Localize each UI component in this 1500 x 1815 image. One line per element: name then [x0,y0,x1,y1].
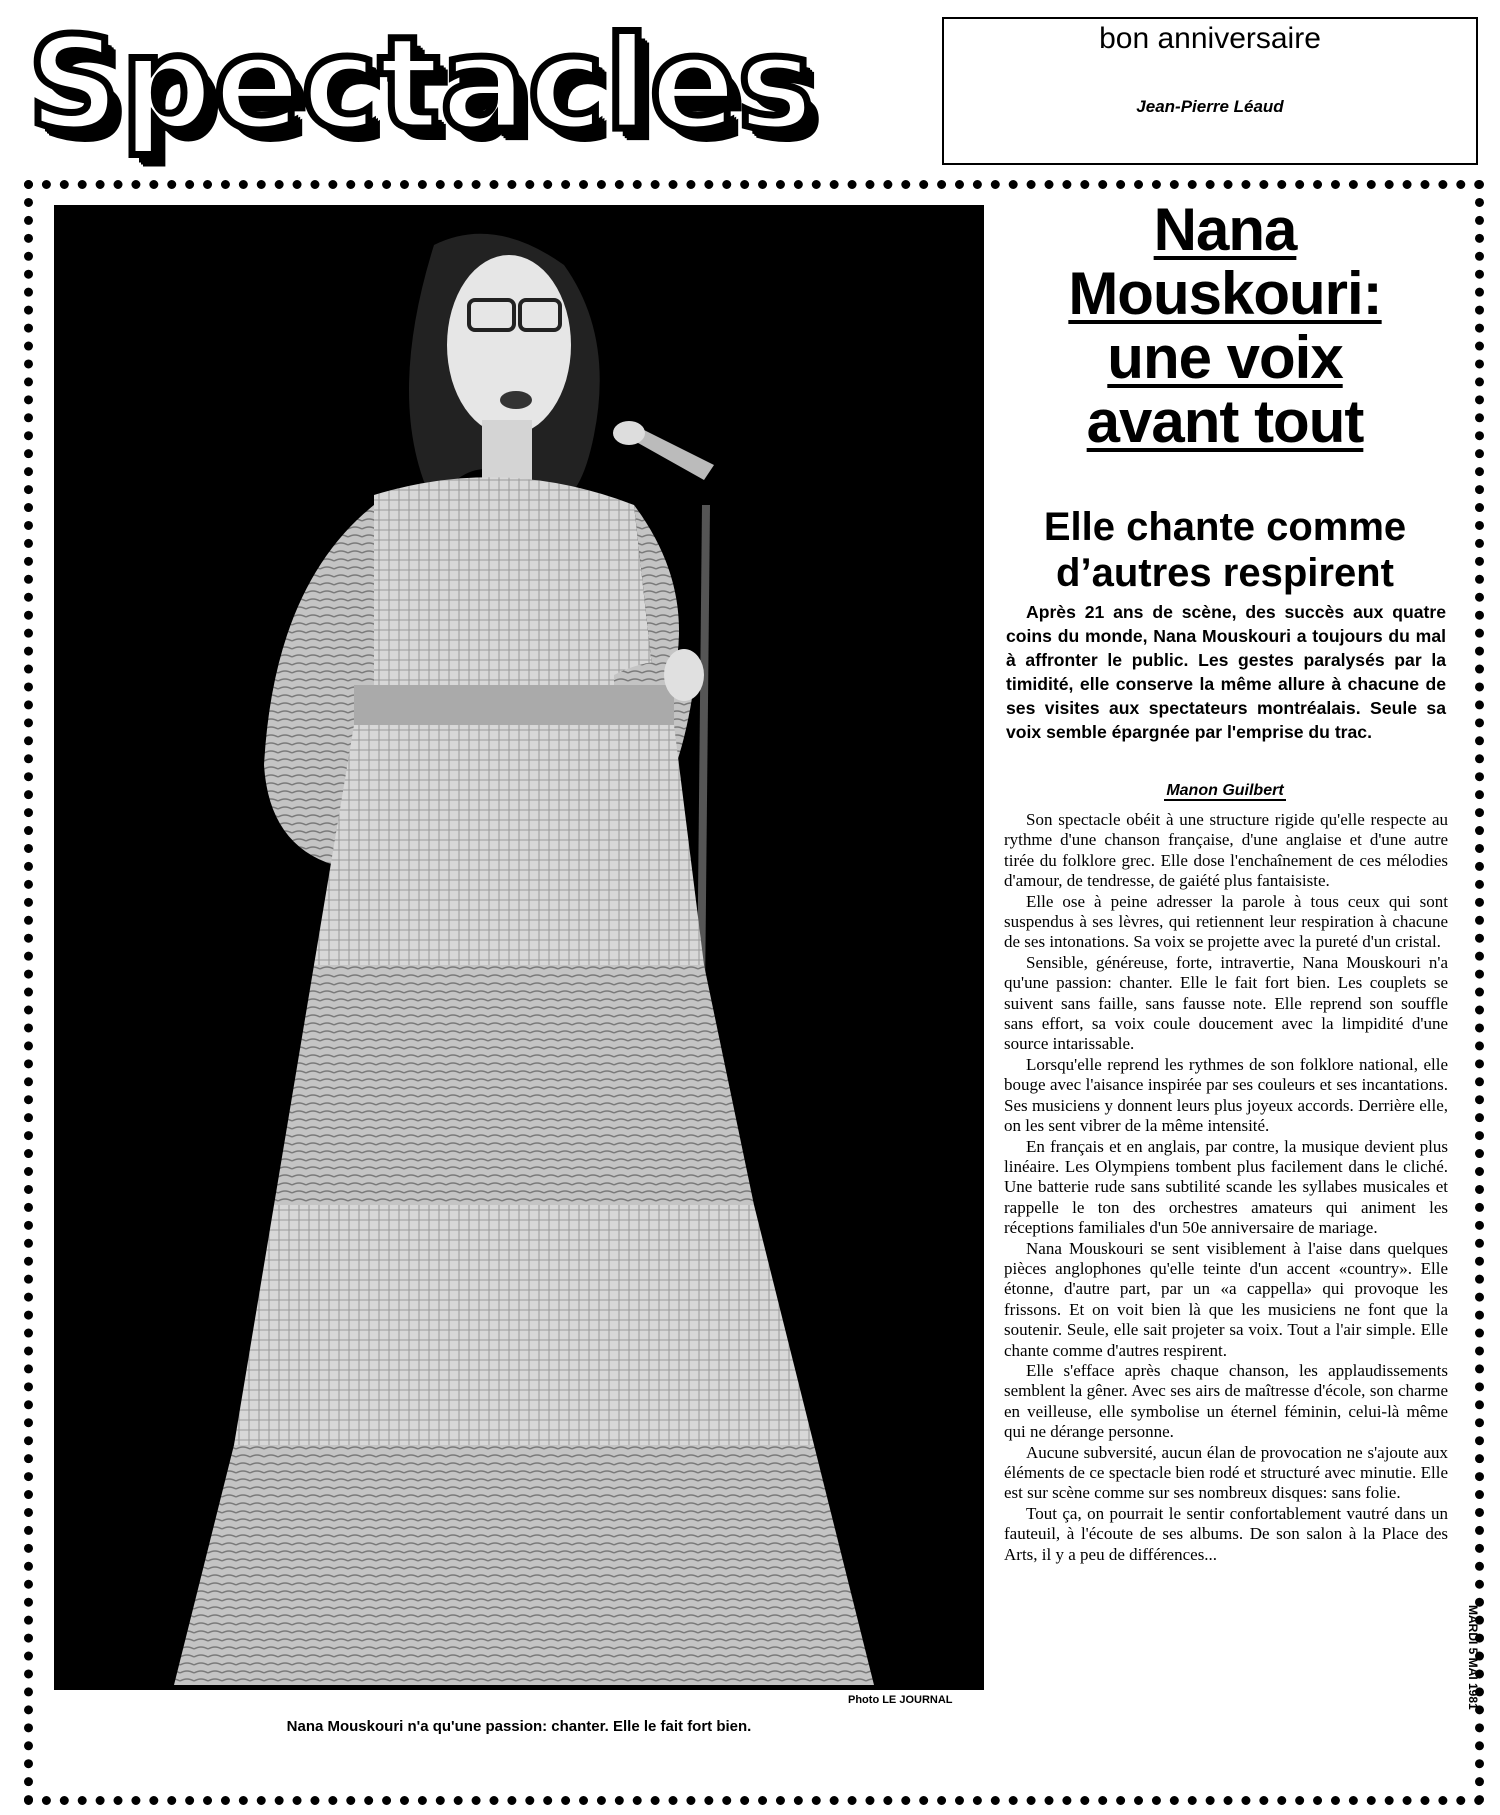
body-paragraph: Elle ose à peine adresser la parole à tous ceux qui sont suspendus à ses lèvres, qui retiennent leur respiration à chacune de ses intonations. Sa voix se projette avec la pureté d'un cristal. [1004,891,1448,952]
anniversary-title [944,17,1476,61]
photo-caption: Nana Mouskouri n'a qu'une passion: chanter. Elle le fait fort bien. [286,1718,752,1735]
article-body [1004,810,1448,1565]
headline-line-3: une voix [1107,324,1343,391]
body-paragraph: Nana Mouskouri se sent visiblement à l'aise dans quelques pièces anglophones qu'elle teinte d'un accent «country». Elle étonne, d'autre part, par un «a cappella» qui provoque les frissons. Et on voit bien là que les musiciens ne font que la soutenir. Seule, elle sait projeter sa voix. Tout a l'air simple. Elle chante comme d'autres respirent. [1004,1238,1448,1360]
body-paragraph: Sensible, généreuse, forte, intravertie, Nana Mouskouri n'a qu'une passion: chanter. Elle le fait fort bien. Les couplets se suivent sans faille, sans fausse note. Elle reprend son souffle sans effort, sa voix coule doucement avec la limpidité d'une source intarissable. [1004,952,1448,1054]
singer-photo [54,205,984,1690]
photo-credit: Photo LE JOURNAL [848,1694,953,1706]
body-paragraph: Tout ça, on pourrait le sentir confortablement vautré dans un fauteuil, à l'écoute de ses albums. De son salon à la Place des Arts, il y a peu de différences... [1004,1503,1448,1564]
body-paragraph: Son spectacle obéit à une structure rigide qu'elle respecte au rythme d'une chanson française, d'une anglaise et d'une autre tirée du folklore grec. Elle dose l'enchaînement de ces mélodies d'amour, de tendresse, de gaiété plus fantaisiste. [1004,810,1448,891]
headline-line-4: avant tout [1086,388,1364,455]
body-paragraph: Elle s'efface après chaque chanson, les applaudissements semblent la gêner. Avec ses airs de maîtresse d'école, son charme en veilleuse, elle symbolise un éternel féminin, celui-là même qui ne dérange personne. [1004,1360,1448,1442]
headline [1000,198,1450,454]
headline-line-1: Nana [1153,196,1297,263]
singer-illustration [54,205,984,1690]
subheadline [1000,504,1450,596]
body-paragraph: Lorsqu'elle reprend les rythmes de son folklore national, elle bouge avec l'aisance inspirée par ses couleurs et ses incantations. Ses musiciens y donnent leurs plus joyeux accords. Derrière elle, on les sent vibrer de la même intensité. [1004,1054,1448,1136]
byline-container [1000,782,1450,800]
anniversary-author: Jean-Pierre Léaud [1136,97,1284,116]
byline: Manon Guilbert [1166,782,1284,799]
anniversary-title-text: bon anniversaire [1093,22,1327,55]
article-lede: Après 21 ans de scène, des succès aux quatre coins du monde, Nana Mouskouri a toujours du mal à affronter le public. Les gestes paralysés par la timidité, elle conserve la même allure à chacune de ses visites aux spectateurs montréalais. Seule sa voix semble épargnée par l'emprise du trac. [1006,602,1446,742]
headline-line-2: Mouskouri: [1068,260,1382,327]
subhead-line-2: d’autres respirent [1056,551,1394,595]
body-paragraph: Aucune subversité, aucun élan de provocation ne s'ajoute aux éléments de ce spectacle bien rodé et structuré avec minutie. Elle est sur scène comme sur ses nombreux disques: sans folie. [1004,1442,1448,1503]
section-title: Spectacles [28,10,815,159]
body-paragraph: En français et en anglais, par contre, la musique devient plus linéaire. Les Olympiens tombent plus facilement dans le cliché. Une batterie rude sans subtilité scande les syllabes musicales et rappelle le ton des orchestres amateurs qui animent les réceptions familiales d'un 50e anniversaire de mariage. [1004,1136,1448,1238]
dateline: MARDI 5 MAI 1981 [1466,1605,1480,1710]
subhead-line-1: Elle chante comme [1043,505,1407,549]
anniversary-box [942,17,1478,165]
